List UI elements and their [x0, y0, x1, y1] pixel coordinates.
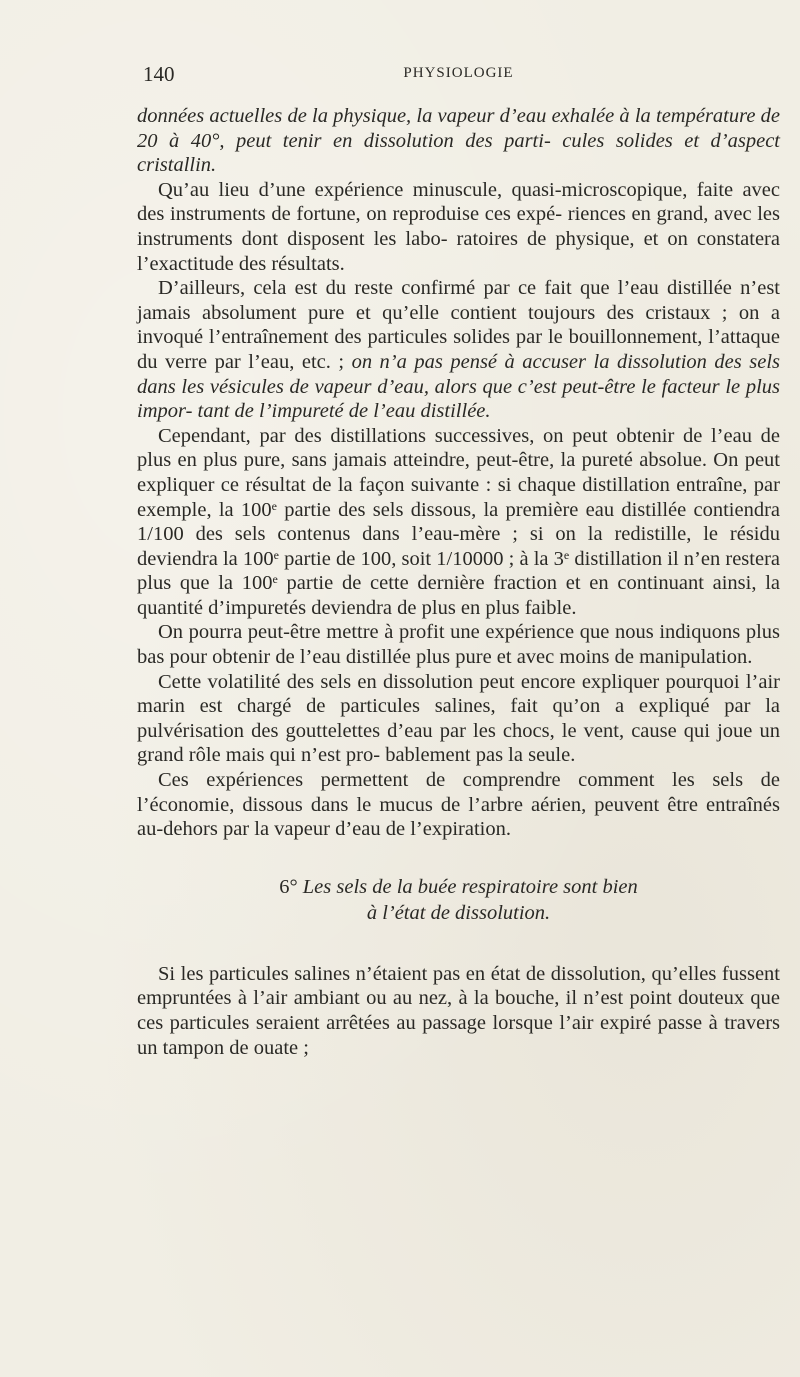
section-title-line2: à l’état de dissolution. — [366, 901, 551, 924]
page-header — [137, 62, 780, 86]
page-number: 140 — [143, 62, 175, 86]
section-heading — [137, 874, 780, 926]
section-number: 6° — [279, 875, 298, 898]
superscript: e — [563, 547, 570, 562]
paragraph: Cette volatilité des sels en dissolution peut encore expliquer pourquoi l’air marin est chargé de particules salines, fait qu’on a expliqué par la pulvérisation des gouttelettes d’eau par les chocs, le vent, cause qui joue un grand rôle mais qui n’est pro- bablement pas la seule. — [137, 670, 780, 767]
paragraph — [137, 276, 780, 424]
superscript: e — [273, 547, 279, 562]
body-text — [137, 104, 780, 1060]
section-title-line1: Les sels de la buée respiratoire sont bien — [302, 875, 638, 898]
paragraph — [137, 424, 780, 621]
paragraph-text: partie des sels dissous, la première eau distillée contiendra 1/100 des sels contenus dans l’eau-mère ; si on la redistille, le résidu deviendra la 100 — [137, 498, 781, 570]
section-heading-line — [137, 900, 780, 926]
paragraph-text: distillation il n’en restera plus que la 100 — [137, 547, 780, 595]
paragraph: Qu’au lieu d’une expérience minuscule, quasi-microscopique, faite avec des instruments de fortune, on reproduise ces expé- riences en grand, avec les instruments dont disposent les labo- ratoires de physique, et on constatera l’exactitude des résultats. — [137, 178, 780, 275]
paragraph-text: partie de cette dernière fraction et en continuant ainsi, la quantité d’impuretés deviendra de plus en plus faible. — [137, 572, 780, 619]
paragraph: Ces expériences permettent de comprendre comment les sels de l’économie, dissous dans le mucus de l’arbre aérien, peuvent être entraînés au-dehors par la vapeur d’eau de l’expiration. — [137, 769, 780, 841]
section-heading-line — [137, 874, 780, 900]
superscript: e — [271, 498, 277, 513]
italic-text: on n’a pas pensé à accuser la dissolution des sels dans les vésicules de vapeur d’eau, alors que c’est peut-être le facteur le plus impor- tant de l’impureté de l’eau distillée. — [137, 350, 780, 423]
paragraph-continuation — [137, 104, 780, 178]
italic-text: données actuelles de la physique, la vapeur d’eau exhalée à la température de 20 à 40°, peut tenir en dissolution des parti- cules solides et d’aspect cristallin. — [137, 105, 780, 177]
running-title: PHYSIOLOGIE — [403, 65, 514, 81]
paragraph: On pourra peut-être mettre à profit une expérience que nous indiquons plus bas pour obtenir de l’eau distillée plus pure et avec moins de manipulation. — [137, 621, 780, 669]
paragraph-text: Cependant, par des distillations successives, on peut obtenir de l’eau de plus en plus pure, sans jamais atteindre, peut-être, la pureté absolue. On peut expliquer ce résultat de la façon suivante : si chaque distillation entraîne, par exemple, la 100 — [137, 424, 780, 521]
paragraph-text: partie de 100, soit 1/10000 ; à la 3 — [279, 547, 564, 570]
superscript: e — [272, 572, 278, 587]
paragraph-text: D’ailleurs, cela est du reste confirmé par ce fait que l’eau distillée n’est jamais absolument pure et qu’elle contient toujours des cristaux ; on a invoqué l’entraînement des particules solides par le bouillonnement, l’attaque du verre par l’eau, etc. ; — [137, 277, 780, 373]
paragraph: Si les particules salines n’étaient pas en état de dissolution, qu’elles fussent empruntées à l’air ambiant ou au nez, à la bouche, il n’est point douteux que ces particules seraient arrêtées au passage lorsque l’air expiré passe à travers un tampon de ouate ; — [137, 962, 780, 1059]
